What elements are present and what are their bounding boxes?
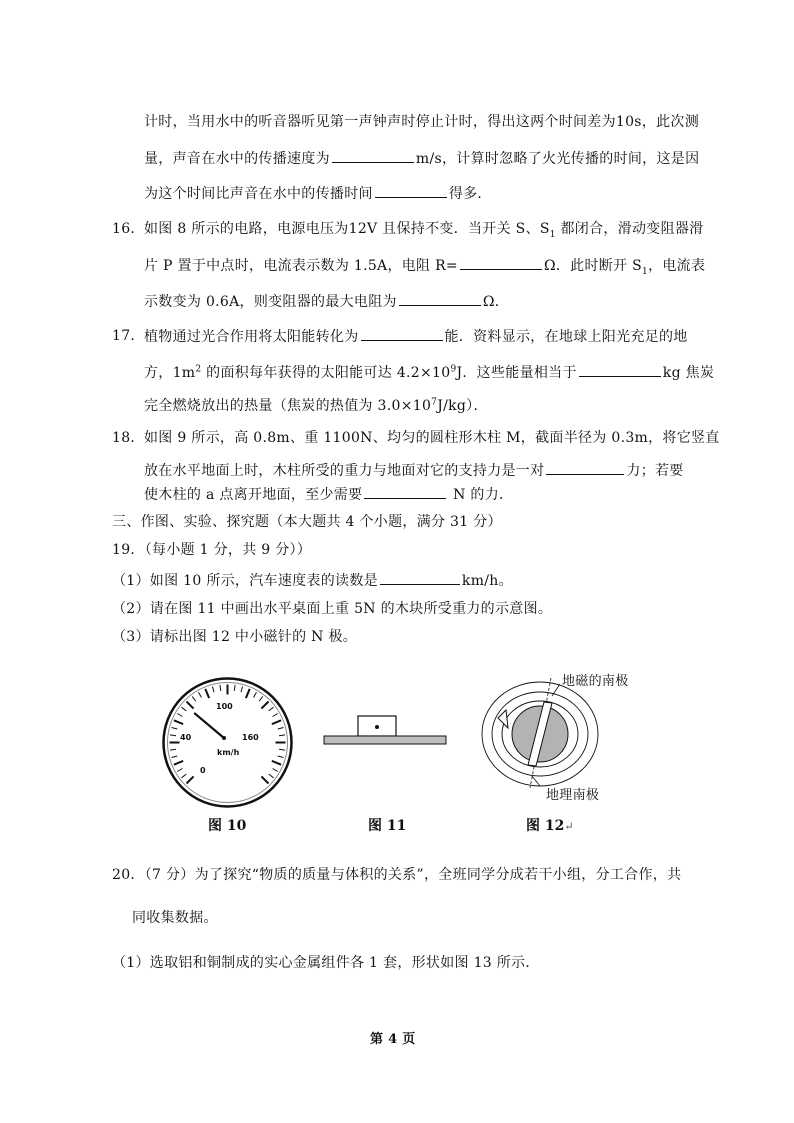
q18-text: 力；若要: [626, 463, 684, 479]
q17-text: 能．资料显示，在地球上阳光充足的地: [444, 329, 688, 345]
page-footer: 第 4 页: [370, 1032, 416, 1047]
q16-text: 示数变为 0.6A，则变阻器的最大电阻为: [144, 294, 397, 310]
q17-text: J．这些能量相当于: [456, 365, 577, 381]
gauge-label-160: 160: [242, 733, 259, 742]
superscript: 2: [195, 364, 202, 375]
q18-line-1: 如图 9 所示，高 0.8m、重 1100N、均匀的圆柱形木柱 M，截面半径为 0.3m，将它竖直: [144, 430, 720, 446]
q16-line-1: [144, 219, 704, 239]
q18-number: 18．: [112, 430, 145, 446]
answer-blank[interactable]: [375, 183, 447, 198]
q19-text: km/h。: [461, 573, 513, 589]
q15-line-3: [144, 183, 492, 204]
geomagnetic-south-label: 地磁的南极: [562, 674, 629, 689]
answer-blank[interactable]: [364, 484, 446, 499]
q15-text: 为这个时间比声音在水中的传播时间: [144, 186, 373, 202]
q20-part-1: （1）选取铝和铜制成的实心金属组件各 1 套，形状如图 13 所示．: [112, 955, 540, 971]
q15-line-1: 计时，当用水中的听音器听见第一声钟声时停止计时，得出这两个时间差为10s，此次测: [144, 114, 699, 130]
answer-blank[interactable]: [579, 362, 661, 377]
q17-line-1: [144, 326, 688, 347]
q16-text: 片 P 置于中点时，电流表示数为 1.5A，电阻 R=: [144, 258, 458, 274]
q17-text: J/kg）．: [437, 398, 488, 414]
q19-part-3: （3）请标出图 12 中小磁针的 N 极。: [112, 629, 358, 645]
q17-line-3: [144, 396, 488, 416]
q16-line-2: [144, 255, 705, 276]
q20-line-2: 同收集数据。: [132, 910, 218, 926]
gauge-label-100: 100: [216, 702, 233, 711]
q15-text: 得多．: [448, 186, 492, 202]
q16-text: 如图 8 所示的电路，电源电压为12V 且保持不变．当开关 S、S: [144, 221, 550, 237]
q16-text: ，电流表: [648, 258, 706, 274]
q16-number: 16．: [112, 221, 145, 237]
q15-text: 量，声音在水中的传播速度为: [144, 151, 330, 167]
paragraph-mark: ↵: [564, 820, 574, 833]
subscript: 1: [549, 229, 556, 240]
geographic-south-label: 地理南极: [546, 788, 600, 803]
fig10-label: 图 10: [208, 818, 247, 834]
q18-text: 使木柱的 a 点离开地面，至少需要: [144, 487, 363, 503]
fig12-label: [526, 815, 574, 835]
q20-line-1: 20．（7 分）为了探究“物质的质量与体积的关系”，全班同学分成若干小组，分工合作，共: [112, 867, 682, 883]
answer-blank[interactable]: [460, 255, 542, 270]
answer-blank[interactable]: [546, 460, 624, 475]
block-on-table-figure: [320, 712, 450, 752]
q17-text: 方，1m: [144, 365, 196, 381]
q19-heading: 19．（每小题 1 分，共 9 分））: [112, 542, 312, 558]
q15-line-2: [144, 148, 699, 169]
q18-line-2: [144, 460, 684, 481]
q15-text: m/s，计算时忽略了火光传播的时间，这是因: [415, 151, 700, 167]
q16-text: 都闭合，滑动变阻器滑: [555, 221, 704, 237]
label-pointer-line: [532, 776, 540, 786]
answer-blank[interactable]: [332, 148, 414, 163]
superscript: 7: [431, 397, 438, 408]
q17-text: 的面积每年获得的太阳能可达 4.2×10: [201, 365, 451, 381]
gauge-rim: [164, 679, 292, 807]
block-center-dot: [375, 725, 379, 729]
q16-text: Ω．此时断开 S: [543, 258, 643, 274]
q16-line-3: [144, 291, 509, 312]
q19-text: （1）如图 10 所示，汽车速度表的读数是: [112, 573, 378, 589]
q17-text: 植物通过光合作用将太阳能转化为: [144, 329, 359, 345]
q19-part-2: （2）请在图 11 中画出水平桌面上重 5N 的木块所受重力的示意图。: [112, 601, 553, 617]
gauge-label-0: 0: [200, 766, 206, 775]
superscript: 9: [450, 364, 457, 375]
gauge-label-40: 40: [180, 733, 192, 742]
q17-line-2: [144, 362, 714, 383]
answer-blank[interactable]: [361, 326, 443, 341]
q18-text: N 的力．: [448, 487, 514, 503]
q18-text: 放在水平地面上时，木柱所受的重力与地面对它的支持力是一对: [144, 463, 545, 479]
q17-text: 完全燃烧放出的热量（焦炭的热值为 3.0×10: [144, 398, 432, 414]
speedometer-figure: [160, 675, 295, 810]
gauge-hub: [222, 736, 226, 740]
fig11-label: 图 11: [368, 818, 407, 834]
gauge-unit: km/h: [217, 748, 240, 757]
fig12-label-text: 图 12: [526, 818, 565, 834]
q17-number: 17．: [112, 328, 145, 344]
section-heading: 三、作图、实验、探究题（本大题共 4 个小题，满分 31 分）: [112, 514, 502, 530]
answer-blank[interactable]: [380, 570, 460, 585]
q17-text: kg 焦炭: [662, 365, 715, 381]
q19-part-1: [112, 570, 513, 591]
answer-blank[interactable]: [399, 291, 481, 306]
q18-line-3: [144, 484, 513, 505]
table-top: [324, 736, 446, 744]
q16-text: Ω．: [482, 294, 510, 310]
subscript: 1: [642, 266, 649, 277]
